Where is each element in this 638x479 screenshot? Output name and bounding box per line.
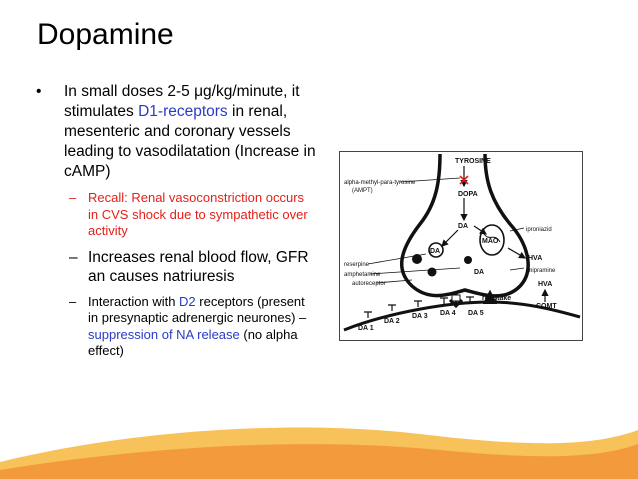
bullet-list: [36, 82, 316, 360]
label-mao: MAO: [482, 238, 499, 245]
bullet-main-text-2: in renal, mesenteric and coronary vessels leading to vasodilatation (Increase in cAMP): [64, 103, 316, 180]
label-da-cytosol: DA: [474, 269, 485, 276]
da-to-mao-arrow: [474, 226, 486, 234]
release-block: [452, 295, 460, 301]
receptor-stub: [440, 298, 448, 304]
label-reuptake: reuptake: [482, 295, 512, 302]
label-tyrosine: TYROSINE: [455, 158, 491, 165]
bullet-main-text-1: In small doses 2-5 μg/kg/minute, it stimulates: [64, 83, 300, 120]
decorative-wave-footer: [0, 400, 638, 479]
label-comt: COMT: [536, 303, 557, 310]
sub-bullet-na-suppression: suppression of NA release: [88, 326, 240, 342]
label-amphetamine: amphetamine: [344, 272, 381, 278]
label-ampt-abbr: (AMPT): [352, 188, 373, 194]
label-autoreceptor: autoreceptor: [352, 281, 386, 287]
dash-icon: –: [69, 190, 77, 205]
label-hva-2: HVA: [538, 281, 553, 288]
receptor-stub: [414, 301, 422, 307]
bullet-main: [36, 82, 316, 182]
sub-bullet-d2: [36, 294, 316, 360]
label-ampt: alpha-methyl-para-tyrosine: [344, 180, 416, 186]
label-receptor-da5: DA 5: [468, 310, 484, 317]
sub-bullet-renal-flow: [36, 248, 316, 286]
receptor-stub: [388, 305, 396, 311]
label-dopa: DOPA: [458, 191, 478, 198]
sub-bullet-d2-text-3: (no alpha effect): [88, 326, 298, 358]
sub-bullet-d2-label: D2: [179, 293, 196, 309]
label-receptor-da3: DA 3: [412, 313, 428, 320]
dash-icon: –: [69, 293, 77, 309]
amphetamine-line: [370, 268, 460, 274]
bullet-dot-icon: •: [36, 83, 42, 100]
sub-bullet-recall-text: Recall: Renal vasoconstriction occurs in CVS shock due to sympathetic over activity: [88, 190, 308, 238]
sub-bullet-d2-text-1: Interaction with: [88, 293, 180, 309]
bullet-main-d1-receptors: D1-receptors: [138, 103, 228, 120]
label-receptor-da1: DA 1: [358, 325, 374, 332]
sub-bullet-recall: [36, 190, 316, 240]
label-iproniazid: iproniazid: [526, 227, 552, 233]
label-receptor-da4: DA 4: [440, 310, 456, 317]
sub-bullet-d2-text-2: receptors (present in presynaptic adrenergic neurones) –: [88, 293, 307, 325]
label-da-vesicle: DA: [430, 248, 441, 255]
label-receptor-da2: DA 2: [384, 318, 400, 325]
label-hva-1: HVA: [528, 255, 543, 262]
imipramine-line: [510, 268, 524, 270]
vesicle: [428, 268, 437, 277]
dash-icon: –: [69, 248, 78, 266]
dopamine-synapse-diagram: [339, 151, 583, 341]
da-to-vesicle-arrow: [442, 230, 458, 246]
sub-bullet-renal-flow-text: Increases renal blood flow, GFR an causes natriuresis: [88, 248, 309, 285]
label-reserpine: reserpine: [344, 262, 370, 268]
label-da-top: DA: [458, 223, 469, 230]
slide-title: Dopamine: [37, 18, 174, 51]
mao-to-hva-arrow: [508, 248, 525, 258]
vesicle: [464, 256, 472, 264]
receptor-stub: [364, 312, 372, 318]
label-imipramine: imipramine: [526, 268, 556, 274]
